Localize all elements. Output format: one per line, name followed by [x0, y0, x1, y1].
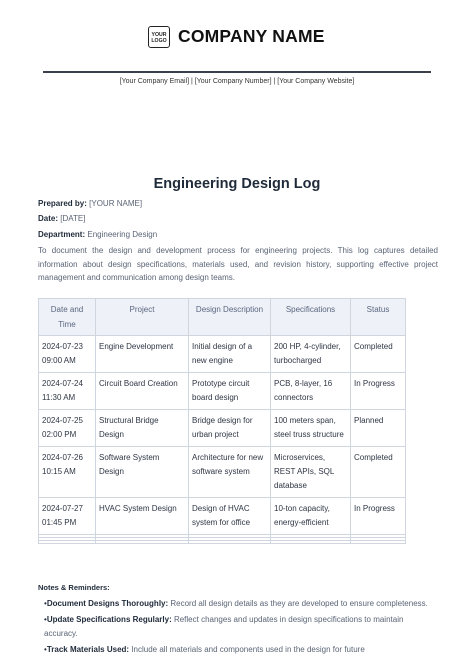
table-cell: Circuit Board Creation [96, 373, 189, 410]
prepared-by-label: Prepared by: [38, 199, 87, 208]
note-label: Track Materials Used: [46, 645, 130, 654]
table-cell: Structural Bridge Design [96, 410, 189, 447]
table-cell: 2024-07-23 09:00 AM [39, 336, 96, 373]
table-row [39, 373, 406, 410]
notes-list [44, 597, 434, 659]
table-cell: In Progress [351, 373, 406, 410]
contact-line: [Your Company Email] | [Your Company Number] | [Your Company Website] [119, 78, 355, 85]
note-text: Reflect changes and updates in design specifications to maintain accuracy. [44, 615, 404, 638]
table-cell: Engine Development [96, 336, 189, 373]
table-cell: Software System Design [96, 447, 189, 498]
note-label: Document Designs Thoroughly: [46, 599, 169, 608]
table-cell: 2024-07-24 11:30 AM [39, 373, 96, 410]
company-name: COMPANY NAME [178, 26, 325, 46]
header-divider [43, 71, 431, 73]
table-cell: Prototype circuit board design [189, 373, 271, 410]
document-header [0, 24, 474, 56]
date-line [38, 214, 85, 223]
date-value: [DATE] [60, 214, 86, 223]
column-header: Design Description [189, 299, 271, 336]
department-line [38, 230, 157, 239]
bullet-icon: • [44, 645, 47, 654]
prepared-by-line [38, 199, 142, 208]
note-text: Include all materials and components used in the design for future [129, 645, 365, 654]
table-cell: Initial design of a new engine [189, 336, 271, 373]
table-cell: Bridge design for urban project [189, 410, 271, 447]
table-cell: 2024-07-25 02:00 PM [39, 410, 96, 447]
table-row [39, 447, 406, 498]
table-cell: Completed [351, 336, 406, 373]
design-log-table [38, 298, 406, 544]
table-cell: PCB, 8-layer, 16 connectors [271, 373, 351, 410]
empty-table-row [39, 541, 406, 544]
department-label: Department: [38, 230, 86, 239]
date-label: Date: [38, 214, 59, 223]
table-row [39, 336, 406, 373]
table-cell: In Progress [351, 498, 406, 535]
table-cell: Planned [351, 410, 406, 447]
page-title: Engineering Design Log [153, 176, 321, 192]
note-item [44, 643, 434, 657]
column-header: Specifications [271, 299, 351, 336]
prepared-by-value: [YOUR NAME] [89, 199, 143, 208]
department-value: Engineering Design [87, 230, 158, 239]
table-cell: 100 meters span, steel truss structure [271, 410, 351, 447]
company-logo: YOUR LOGO [148, 26, 170, 48]
column-header: Project [96, 299, 189, 336]
notes-title: Notes & Reminders: [38, 583, 110, 592]
table-cell: 10-ton capacity, energy-efficient [271, 498, 351, 535]
table-cell: 2024-07-26 10:15 AM [39, 447, 96, 498]
table-cell: Architecture for new software system [189, 447, 271, 498]
bullet-icon: • [44, 615, 47, 624]
table-cell: HVAC System Design [96, 498, 189, 535]
note-item [44, 597, 434, 611]
table-row [39, 498, 406, 535]
intro-paragraph: To document the design and development process for engineering projects. This log captures detailed information about design specifications, materials used, and revision history, supporting effective project management and communication among design teams. [38, 246, 438, 282]
table-cell: Completed [351, 447, 406, 498]
table-cell: Design of HVAC system for office [189, 498, 271, 535]
bullet-icon: • [44, 599, 47, 608]
table-cell: 2024-07-27 01:45 PM [39, 498, 96, 535]
note-item [44, 613, 434, 641]
note-text: Record all design details as they are developed to ensure completeness. [168, 599, 428, 608]
column-header: Date and Time [39, 299, 96, 336]
table-header-row [39, 299, 406, 336]
table-cell: 200 HP, 4-cylinder, turbocharged [271, 336, 351, 373]
table-row [39, 410, 406, 447]
table-cell: Microservices, REST APIs, SQL database [271, 447, 351, 498]
column-header: Status [351, 299, 406, 336]
note-label: Update Specifications Regularly: [46, 615, 172, 624]
